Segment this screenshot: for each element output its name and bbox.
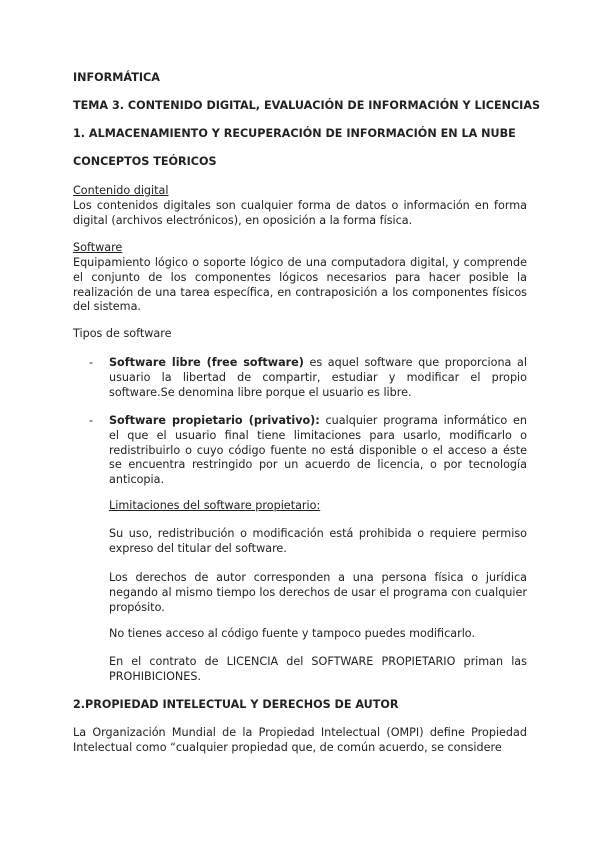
list-bullet: - [89, 414, 94, 427]
subject-heading: INFORMÁTICA [73, 71, 160, 84]
software-propietario-text: cualquier programa informático en el que el usuario final tiene limitaciones para usarlo, modificarlo o redistribuirlo o cuyo código fuente no está disponible o el acceso a éste se encuentra restringido por un acuerdo de licencia, o por tecnología anticopia. [109, 414, 527, 487]
contenido-digital-text: Los contenidos digitales son cualquier forma de datos o información en forma digital (archivos electrónicos), en oposición a la forma física. [73, 199, 527, 227]
limitacion-4: En el contrato de LICENCIA del SOFTWARE PROPIETARIO priman las PROHIBICIONES. [109, 655, 527, 683]
section2-heading: 2.PROPIEDAD INTELECTUAL Y DERECHOS DE AUTOR [73, 698, 399, 711]
list-item-software-propietario [109, 414, 527, 488]
section1-heading: 1. ALMACENAMIENTO Y RECUPERACIÓN DE INFORMACIÓN EN LA NUBE [73, 127, 516, 140]
tipos-title: Tipos de software [73, 327, 172, 340]
limitacion-1: Su uso, redistribución o modificación está prohibida o requiere permiso expreso del titular del software. [109, 527, 527, 555]
topic-heading: TEMA 3. CONTENIDO DIGITAL, EVALUACIÓN DE INFORMACIÓN Y LICENCIAS [73, 99, 541, 112]
contenido-digital-title: Contenido digital [73, 184, 169, 197]
software-text: Equipamiento lógico o soporte lógico de una computadora digital, y comprende el conjunto de los componentes lógicos necesarios para hacer posible la realización de una tarea específica, en contraposición a los componentes físicos del sistema. [73, 256, 527, 314]
limitacion-3: No tienes acceso al código fuente y tampoco puedes modificarlo. [109, 627, 476, 640]
limitacion-2: Los derechos de autor corresponden a una persona física o jurídica negando al mismo tiempo los derechos de usar el programa con cualquier propósito. [109, 571, 527, 614]
software-libre-term: Software libre (free software) [109, 356, 304, 369]
concepts-heading: CONCEPTOS TEÓRICOS [73, 155, 217, 168]
list-bullet: - [89, 356, 94, 369]
software-libre-text: es aquel software que proporciona al usuario la libertad de compartir, estudiar y modificar el propio software.Se denomina libre porque el usuario es libre. [109, 356, 527, 399]
section2-text: La Organización Mundial de la Propiedad Intelectual (OMPI) define Propiedad Intelectual como “cualquier propiedad que, de común acuerdo, se considere [73, 726, 527, 754]
software-propietario-term: Software propietario (privativo): [109, 414, 320, 427]
list-item-software-libre [109, 356, 527, 400]
software-title: Software [73, 241, 123, 254]
limitaciones-title: Limitaciones del software propietario: [109, 499, 321, 512]
